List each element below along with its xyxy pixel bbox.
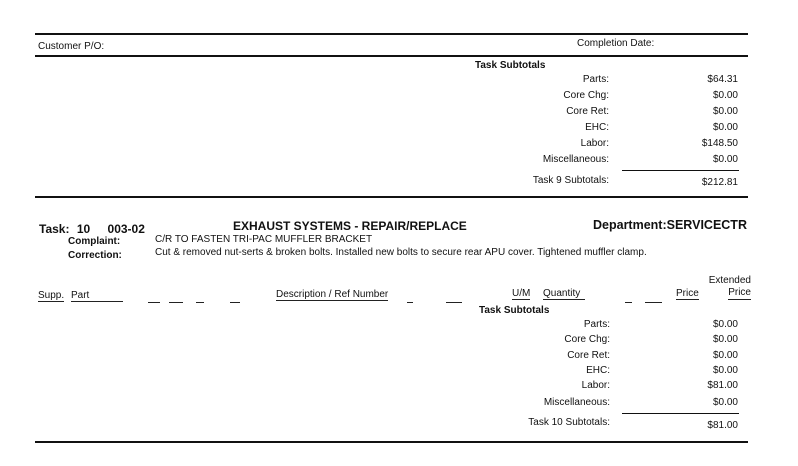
ehc-label: EHC: xyxy=(586,365,610,376)
core-ret-value: $0.00 xyxy=(712,350,738,361)
task-label xyxy=(39,222,145,236)
department-label: Department: xyxy=(593,218,667,232)
miscellaneous-label: Miscellaneous: xyxy=(542,154,609,165)
task-code: 003-02 xyxy=(107,222,145,236)
header-dash xyxy=(148,302,160,303)
core-chg-value: $0.00 xyxy=(712,90,738,101)
task-number: 10 xyxy=(76,222,91,236)
labor-value: $148.50 xyxy=(701,138,738,149)
subtotal-rule xyxy=(622,170,739,171)
header-dash xyxy=(230,302,240,303)
part-column-header: Part xyxy=(71,290,123,302)
description-column-header: Description / Ref Number xyxy=(276,289,389,300)
header-dash xyxy=(169,302,183,303)
department xyxy=(593,218,747,232)
header-dash xyxy=(407,302,413,303)
section-divider xyxy=(35,196,748,198)
task-subtotals-heading: Task Subtotals xyxy=(479,305,550,316)
task-subtotals-heading: Task Subtotals xyxy=(475,60,546,71)
core-chg-value: $0.00 xyxy=(712,334,738,345)
parts-label: Parts: xyxy=(582,74,609,85)
header-dash xyxy=(446,302,462,303)
core-ret-label: Core Ret: xyxy=(567,350,610,361)
header-dash xyxy=(645,302,662,303)
core-ret-value: $0.00 xyxy=(712,106,738,117)
customer-po-label: Customer P/O: xyxy=(38,41,105,52)
task10-total-label: Task 10 Subtotals: xyxy=(528,417,610,428)
miscellaneous-label: Miscellaneous: xyxy=(543,397,610,408)
supp-column-header: Supp. xyxy=(38,290,65,301)
labor-value: $81.00 xyxy=(707,380,738,391)
ehc-value: $0.00 xyxy=(712,122,738,133)
header-underline xyxy=(35,55,748,57)
complaint-label: Complaint: xyxy=(68,236,121,247)
extended-price-column-header xyxy=(690,275,751,300)
task-title: EXHAUST SYSTEMS - REPAIR/REPLACE xyxy=(233,219,467,233)
bottom-rule xyxy=(35,441,748,443)
labor-label: Labor: xyxy=(581,380,610,391)
core-chg-label: Core Chg: xyxy=(563,90,609,101)
labor-label: Labor: xyxy=(580,138,609,149)
miscellaneous-value: $0.00 xyxy=(712,154,738,165)
ehc-value: $0.00 xyxy=(712,365,738,376)
core-chg-label: Core Chg: xyxy=(564,334,610,345)
quantity-column-header: Quantity xyxy=(543,288,585,300)
extended-bottom: Price xyxy=(728,287,751,298)
task9-total-label: Task 9 Subtotals: xyxy=(532,175,609,186)
task10-total-value: $81.00 xyxy=(707,420,738,431)
top-rule xyxy=(35,33,748,35)
parts-label: Parts: xyxy=(583,319,610,330)
subtotal-rule xyxy=(622,413,739,414)
parts-value: $64.31 xyxy=(707,74,738,85)
complaint-text: C/R TO FASTEN TRI-PAC MUFFLER BRACKET xyxy=(155,234,373,245)
task-label-text: Task: xyxy=(39,222,70,236)
extended-top: Extended xyxy=(708,275,751,286)
correction-text: Cut & removed nut-serts & broken bolts. Installed new bolts to secure rear APU cover. Tightened muffler clamp. xyxy=(155,247,647,258)
core-ret-label: Core Ret: xyxy=(566,106,609,117)
task9-total-value: $212.81 xyxy=(701,177,738,188)
department-value: SERVICECTR xyxy=(666,218,747,232)
price-column-header: Price xyxy=(676,288,699,299)
correction-label: Correction: xyxy=(68,250,122,261)
completion-date-label: Completion Date: xyxy=(577,38,655,49)
header-dash xyxy=(196,302,204,303)
ehc-label: EHC: xyxy=(585,122,609,133)
parts-value: $0.00 xyxy=(712,319,738,330)
miscellaneous-value: $0.00 xyxy=(712,397,738,408)
header-dash xyxy=(625,302,632,303)
um-column-header: U/M xyxy=(512,288,531,299)
